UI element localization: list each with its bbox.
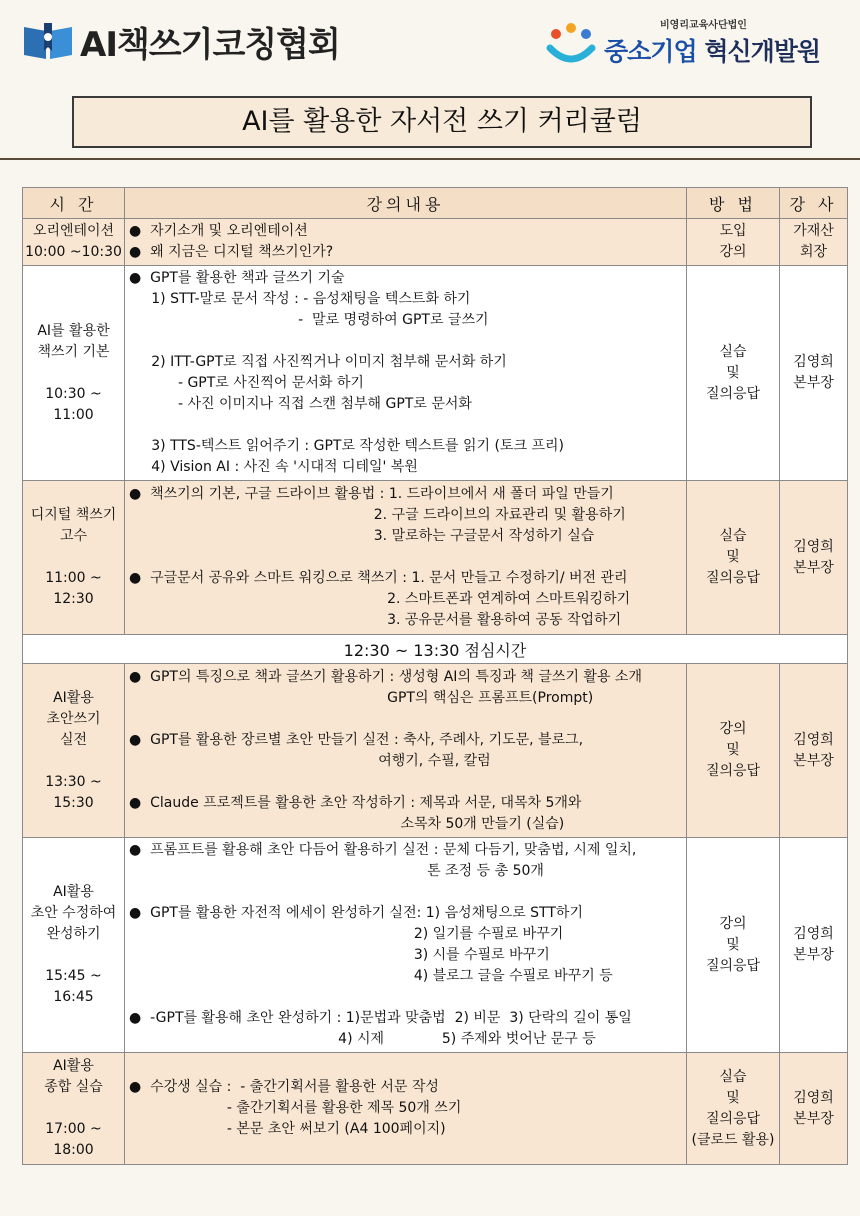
time-cell-line: 완성하기 <box>46 926 101 942</box>
table-row <box>23 481 848 635</box>
content-cell-line: 4) Vision AI : 사진 속 '시대적 디테일' 복원 <box>129 459 418 475</box>
header-method: 방 법 <box>687 188 780 219</box>
instructor-cell <box>780 266 848 481</box>
content-cell-line: 톤 조정 등 총 50개 <box>129 863 544 879</box>
method-cell-line: 및 <box>726 742 740 758</box>
table-row <box>23 838 848 1053</box>
method-cell-line: 질의응답 <box>705 1110 761 1127</box>
time-cell-line: 고수 <box>59 528 88 544</box>
method-cell <box>687 664 780 838</box>
content-cell-line: ● 왜 지금은 디지털 책쓰기인가? <box>129 244 334 260</box>
method-cell <box>687 838 780 1053</box>
content-cell-line: ● 프롬프트를 활용해 초안 다듬어 활용하기 실전 : 문체 다듬기, 맞춤법, 시제 일치, <box>129 842 637 858</box>
content-cell <box>125 266 687 481</box>
content-cell-line: 여행기, 수필, 칼럼 <box>129 752 491 769</box>
time-cell-line: 10:00 ~10:30 <box>25 244 122 260</box>
table-row <box>23 219 848 266</box>
time-cell <box>23 664 125 838</box>
association-name: AI책쓰기코칭협회 <box>80 24 340 65</box>
instructor-cell <box>780 664 848 838</box>
content-cell-line: 4) 시제 5) 주제와 벗어난 문구 등 <box>129 1031 596 1047</box>
time-cell-line: 12:30 <box>53 591 94 607</box>
time-cell-line <box>23 1098 124 1119</box>
method-cell-line: 질의응답 <box>705 957 761 974</box>
instructor-cell-line: 본부장 <box>793 752 834 769</box>
content-cell-line: - 말로 명령하여 GPT로 글쓰기 <box>129 312 489 328</box>
time-cell <box>23 219 125 266</box>
content-cell-line <box>129 331 682 352</box>
table-row <box>23 635 848 664</box>
content-cell-line <box>129 882 682 903</box>
instructor-cell-line: 김영희 <box>793 926 834 942</box>
method-cell <box>687 266 780 481</box>
content-cell-line: ● 자기소개 및 오리엔테이션 <box>129 223 308 239</box>
header-content: 강의내용 <box>125 188 687 219</box>
time-cell-line: 초안 수정하여 <box>30 905 117 921</box>
content-cell-line: 3) 시를 수필로 바꾸기 <box>129 947 550 963</box>
instructor-cell <box>780 1053 848 1165</box>
time-cell-line: 11:00 ~ <box>45 570 102 586</box>
content-cell-line <box>129 987 682 1008</box>
content-cell-line: 소목차 50개 만들기 (실습) <box>129 815 565 832</box>
institute-subtitle: 비영리교육사단법인 <box>660 20 747 31</box>
content-cell-line <box>129 547 682 568</box>
content-cell-line: - 출간기획서를 활용한 제목 50개 쓰기 <box>129 1100 462 1116</box>
content-cell-line: 2. 구글 드라이브의 자료관리 및 활용하기 <box>129 507 626 523</box>
time-cell <box>23 266 125 481</box>
content-cell-line: ● 책쓰기의 기본, 구글 드라이브 활용법 : 1. 드라이브에서 새 폴더 파일 만들기 <box>129 486 614 502</box>
method-cell-line: 질의응답 <box>705 763 761 779</box>
time-cell-line: AI활용 <box>53 689 94 706</box>
content-cell-line: ● 구글문서 공유와 스마트 워킹으로 책쓰기 : 1. 문서 만들고 수정하기/ 버전 관리 <box>129 570 628 586</box>
time-cell-line: 18:00 <box>53 1142 94 1158</box>
time-cell-line: 실전 <box>59 731 88 748</box>
content-cell-line: 1) STT-말로 문서 작성 : - 음성채팅을 텍스트화 하기 <box>129 291 471 307</box>
content-cell-line: ● Claude 프로젝트를 활용한 초안 작성하기 : 제목과 서문, 대목차 5개와 <box>129 794 582 811</box>
time-cell-line: 13:30 ~ <box>45 773 102 790</box>
method-cell-line: 및 <box>726 364 740 381</box>
content-cell-line <box>129 709 682 730</box>
instructor-cell-line: 회장 <box>799 244 828 260</box>
instructor-cell <box>780 219 848 266</box>
time-cell-line: 11:00 <box>53 406 94 423</box>
time-cell-line: 디지털 책쓰기 <box>30 507 117 523</box>
content-cell-line <box>129 415 682 436</box>
content-cell <box>125 219 687 266</box>
instructor-cell-line: 본부장 <box>793 375 834 391</box>
page-header <box>0 0 860 80</box>
method-cell-line: 질의응답 <box>705 385 761 402</box>
method-cell <box>687 219 780 266</box>
content-cell-line: 3) TTS-텍스트 읽어주기 : GPT로 작성한 텍스트를 읽기 (토크 프리) <box>129 438 564 454</box>
time-cell <box>23 1053 125 1165</box>
content-cell-line: ● GPT를 활용한 자전적 에세이 완성하기 실전: 1) 음성채팅으로 STT하기 <box>129 905 583 921</box>
instructor-cell-line: 가재산 <box>793 223 834 239</box>
content-cell-line: ● GPT를 활용한 장르별 초안 만들기 실전 : 축사, 주례사, 기도문, 블로그, <box>129 731 584 748</box>
content-cell-line: 3. 말로하는 구글문서 작성하기 실습 <box>129 528 595 544</box>
divider <box>0 158 860 160</box>
time-cell-line: 오리엔테이션 <box>32 223 115 239</box>
time-cell-line <box>23 363 124 384</box>
content-cell-line: 2) 일기를 수필로 바꾸기 <box>129 926 564 942</box>
table-header-row <box>23 188 848 219</box>
time-cell-line <box>23 945 124 966</box>
time-cell-line <box>23 751 124 772</box>
time-cell-line: 초안쓰기 <box>46 710 101 727</box>
time-cell <box>23 838 125 1053</box>
page-title: AI를 활용한 자서전 쓰기 커리큘럼 <box>72 96 812 148</box>
content-cell-line: ● 수강생 실습 : - 출간기획서를 활용한 서문 작성 <box>129 1079 439 1095</box>
content-cell-line: 2) ITT-GPT로 직접 사진찍거나 이미지 첨부해 문서화 하기 <box>129 354 507 370</box>
content-cell <box>125 481 687 635</box>
method-cell-line: 실습 <box>719 343 747 360</box>
header-time: 시 간 <box>23 188 125 219</box>
content-cell-line: ● GPT의 특징으로 책과 글쓰기 활용하기 : 생성형 AI의 특징과 책 글쓰기 활용 소개 <box>129 668 642 685</box>
method-cell-line: 질의응답 <box>705 570 761 586</box>
table-row <box>23 1053 848 1165</box>
method-cell-line: 도입 <box>719 223 747 239</box>
method-cell-line: 및 <box>726 549 740 565</box>
instructor-cell-line: 본부장 <box>793 1110 834 1127</box>
content-cell-line: ● GPT를 활용한 책과 글쓰기 기술 <box>129 270 345 286</box>
table-row <box>23 664 848 838</box>
content-cell-line: 4) 블로그 글을 수필로 바꾸기 등 <box>129 968 613 984</box>
institute-name: 중소기업 혁신개발원 <box>604 37 821 66</box>
book-icon <box>22 21 74 61</box>
instructor-cell-line: 본부장 <box>793 559 834 576</box>
method-cell <box>687 1053 780 1165</box>
method-cell-line: (클로드 활용) <box>691 1131 775 1148</box>
association-logo <box>22 18 340 64</box>
curriculum-table <box>22 187 848 1165</box>
time-cell-line: 15:45 ~ <box>45 968 102 984</box>
time-cell-line: 15:30 <box>53 794 94 811</box>
instructor-cell-line: 김영희 <box>793 1089 834 1106</box>
content-cell <box>125 838 687 1053</box>
instructor-cell-line: 김영희 <box>793 354 834 370</box>
time-cell-line: 17:00 ~ <box>45 1121 102 1137</box>
instructor-cell-line: 김영희 <box>793 731 834 748</box>
content-cell <box>125 1053 687 1165</box>
time-cell-line: 책쓰기 기본 <box>37 343 110 360</box>
content-cell-line: - 본문 초안 써보기 (A4 100페이지) <box>129 1121 446 1137</box>
method-cell <box>687 481 780 635</box>
method-cell-line: 실습 <box>719 1068 747 1085</box>
time-cell <box>23 481 125 635</box>
time-cell-line <box>23 547 124 568</box>
header-instructor: 강 사 <box>780 188 848 219</box>
time-cell-line: AI활용 <box>53 884 94 900</box>
content-cell-line: GPT의 핵심은 프롬프트(Prompt) <box>129 689 594 706</box>
method-cell-line: 및 <box>726 1089 740 1106</box>
table-row <box>23 266 848 481</box>
content-cell <box>125 664 687 838</box>
time-cell-line: 10:30 ~ <box>45 385 102 402</box>
content-cell-line: - 사진 이미지나 직접 스캔 첨부해 GPT로 문서화 <box>129 396 472 412</box>
content-cell-line: - GPT로 사진찍어 문서화 하기 <box>129 375 364 391</box>
method-cell-line: 강의 <box>719 915 747 932</box>
smile-icon <box>546 22 596 66</box>
lunch-break: 12:30 ~ 13:30 점심시간 <box>23 635 848 664</box>
method-cell-line: 실습 <box>719 528 747 544</box>
content-cell-line <box>129 772 682 793</box>
content-cell-line: 2. 스마트폰과 연계하여 스마트워킹하기 <box>129 591 631 607</box>
time-cell-line: AI를 활용한 <box>37 322 110 339</box>
instructor-cell <box>780 838 848 1053</box>
institute-logo <box>546 14 846 70</box>
content-cell-line: ● -GPT를 활용해 초안 완성하기 : 1)문법과 맞춤법 2) 비문 3) 단락의 길이 통일 <box>129 1010 632 1026</box>
time-cell-line: AI활용 <box>53 1058 94 1074</box>
method-cell-line: 및 <box>726 936 740 953</box>
instructor-cell <box>780 481 848 635</box>
time-cell-line: 종합 실습 <box>44 1079 103 1095</box>
method-cell-line: 강의 <box>719 244 747 260</box>
time-cell-line: 16:45 <box>53 989 94 1005</box>
instructor-cell-line: 본부장 <box>793 947 834 963</box>
content-cell-line: 3. 공유문서를 활용하여 공동 작업하기 <box>129 612 622 628</box>
method-cell-line: 강의 <box>719 721 747 737</box>
instructor-cell-line: 김영희 <box>793 538 834 555</box>
